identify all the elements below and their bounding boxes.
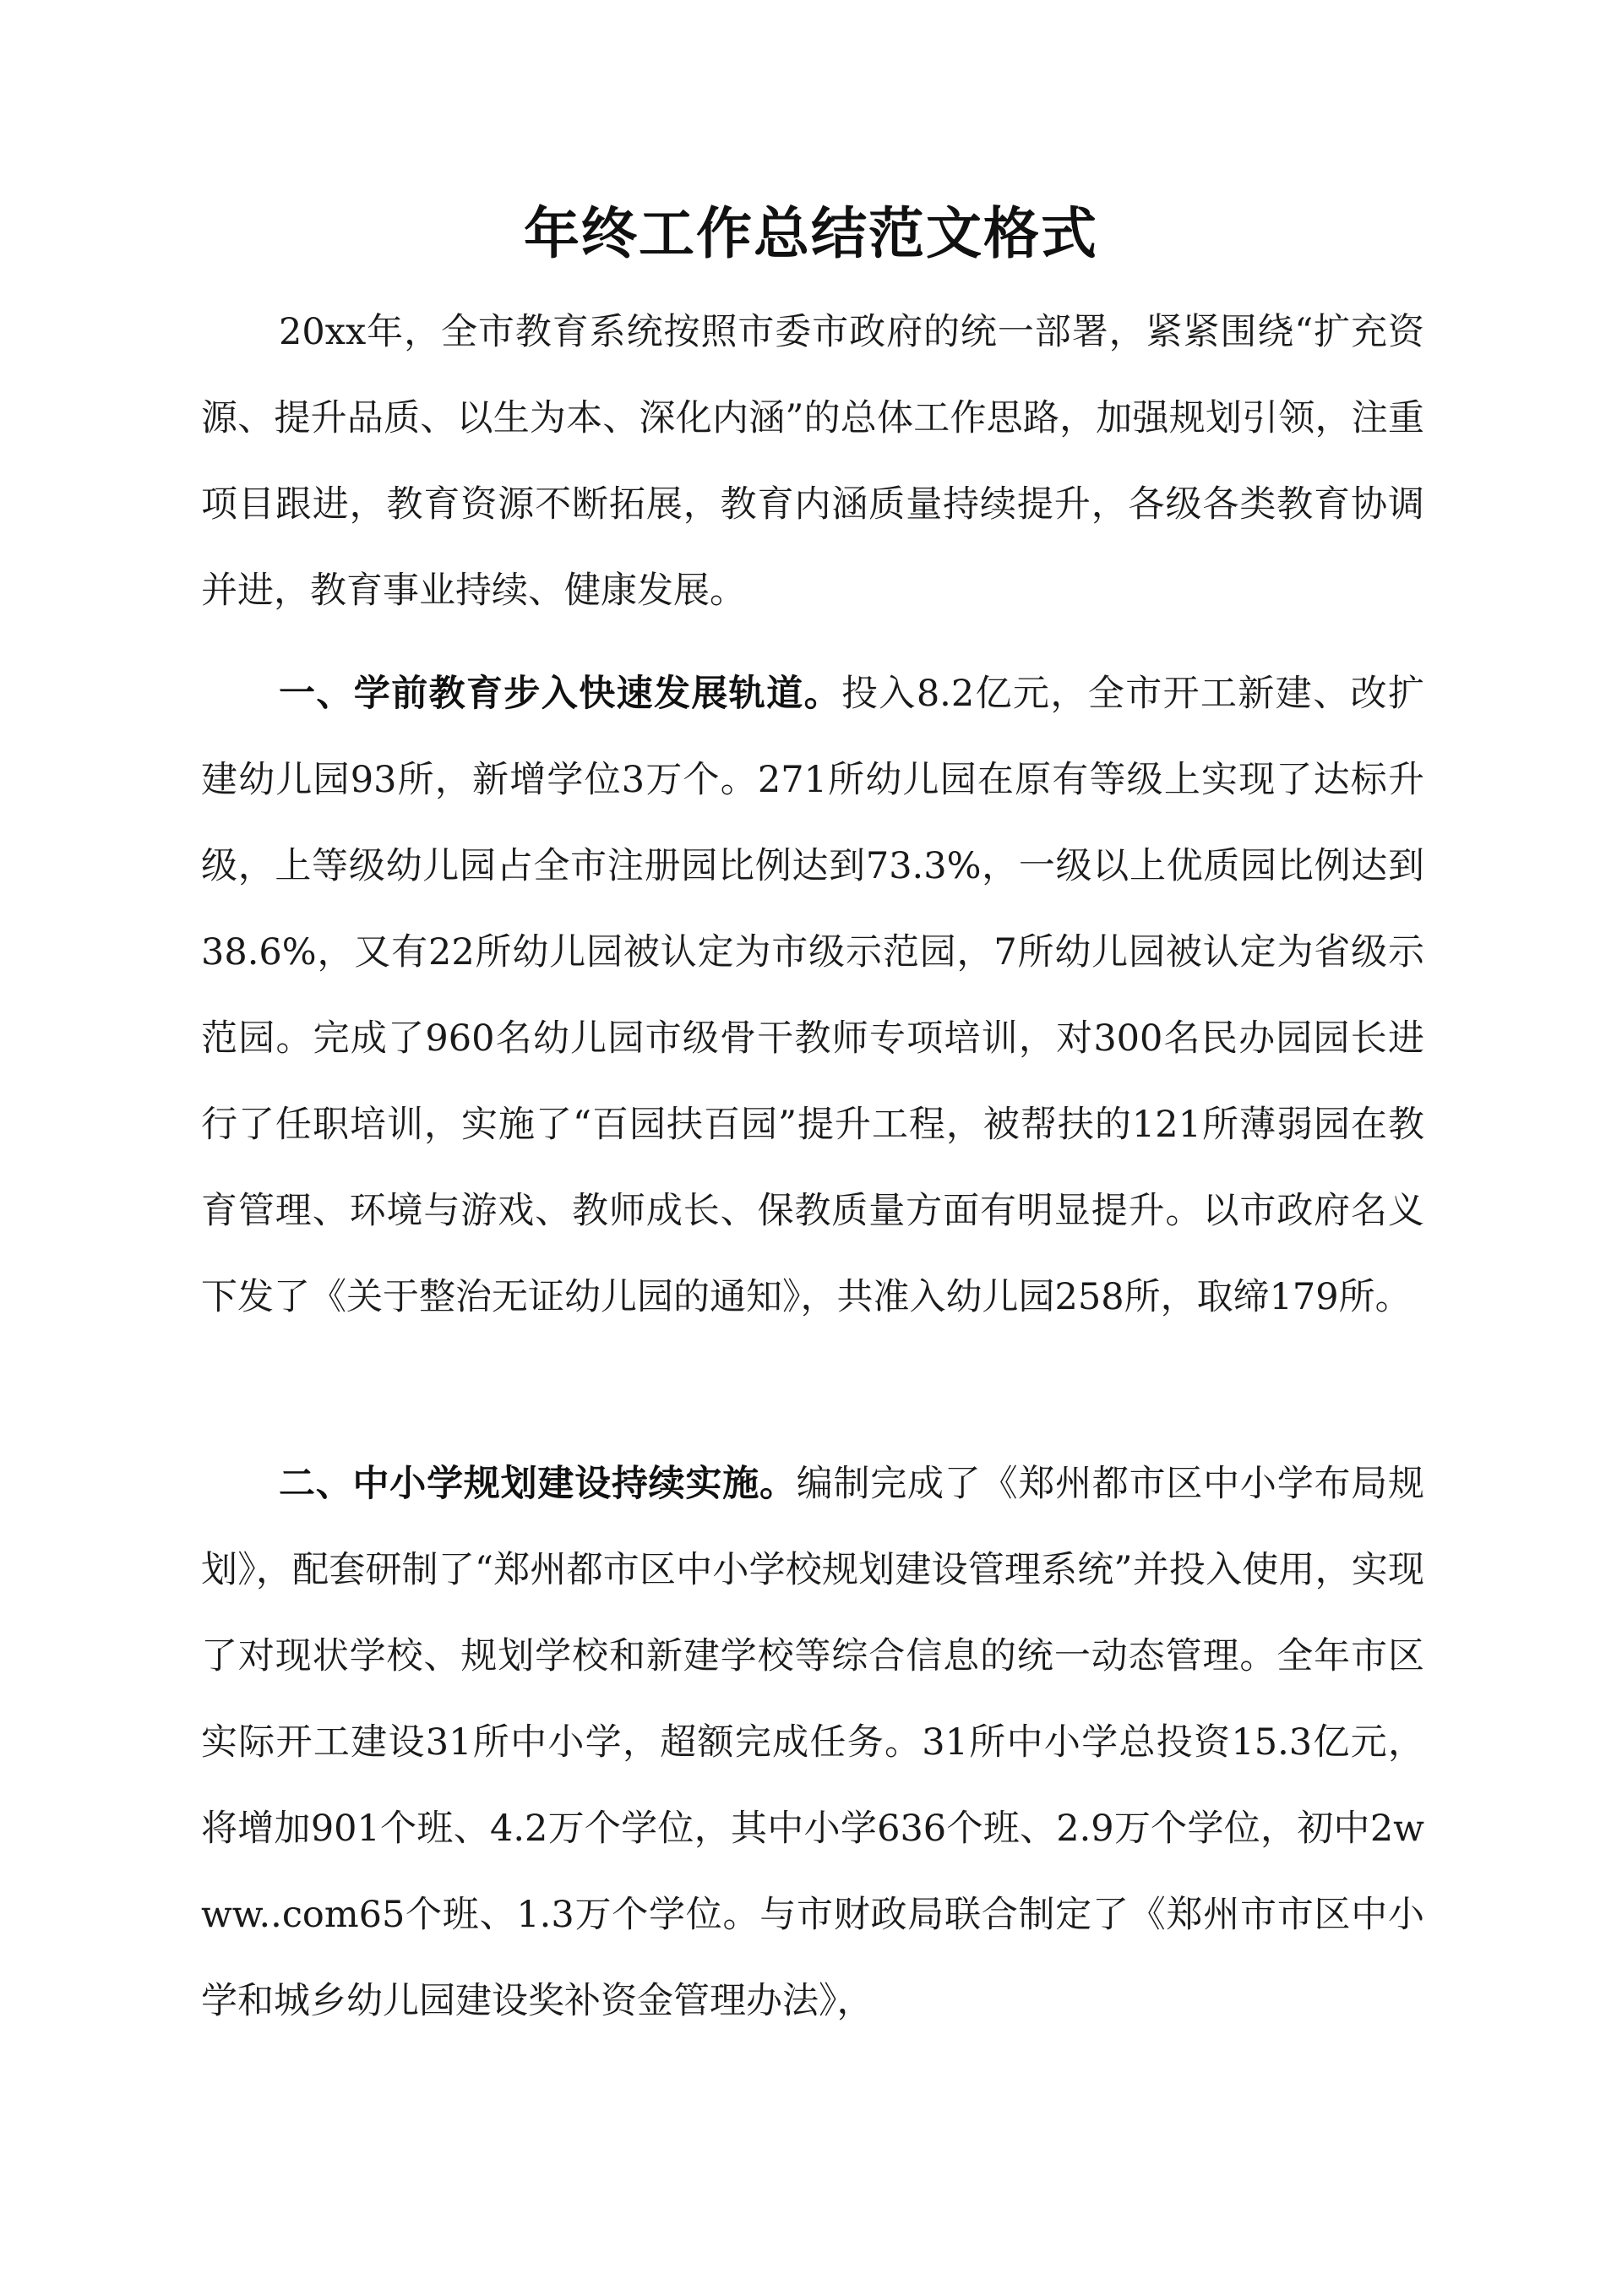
document-title: 年终工作总结范文格式 [524, 200, 1098, 266]
paragraph-intro [201, 289, 1424, 634]
paragraph-heading: 一、学前教育步入快速发展轨道。 [279, 673, 842, 715]
paragraph-school-planning [201, 1441, 1424, 2044]
paragraph-body: 20xx年，全市教育系统按照市委市政府的统一部署，紧紧围绕“扩充资源、提升品质、以生为本、深化内涵”的总体工作思路，加强规划引领，注重项目跟进，教育资源不断拓展，教育内涵质量持续提升，各级各类教育协调并进，教育事业持续、健康发展。 [201, 311, 1424, 612]
paragraph-body: 投入8.2亿元，全市开工新建、改扩建幼儿园93所，新增学位3万个。271所幼儿园在原有等级上实现了达标升级，上等级幼儿园占全市注册园比例达到73.3%，一级以上优质园比例达到38.6%，又有22所幼儿园被认定为市级示范园，7所幼儿园被认定为省级示范园。完成了960名幼儿园市级骨干教师专项培训，对300名民办园园长进行了任职培训，实施了“百园扶百园”提升工程，被帮扶的121所薄弱园在教育管理、环境与游戏、教师成长、保教质量方面有明显提升。以市政府名义下发了《关于整治无证幼儿园的通知》，共准入幼儿园258所，取缔179所。 [201, 673, 1425, 1318]
paragraph-body: 编制完成了《郑州都市区中小学布局规划》，配套研制了“郑州都市区中小学校规划建设管理系统”并投入使用，实现了对现状学校、规划学校和新建学校等综合信息的统一动态管理。全年市区实际开工建设31所中小学，超额完成任务。31所中小学总投资15.3亿元，将增加901个班、4.2万个学位，其中小学636个班、2.9万个学位，初中2www..com65个班、1.3万个学位。与市财政局联合制定了《郑州市市区中小学和城乡幼儿园建设奖补资金管理办法》， [201, 1463, 1425, 2022]
paragraph-heading: 二、中小学规划建设持续实施。 [279, 1463, 797, 1505]
paragraph-preschool [201, 651, 1424, 1340]
